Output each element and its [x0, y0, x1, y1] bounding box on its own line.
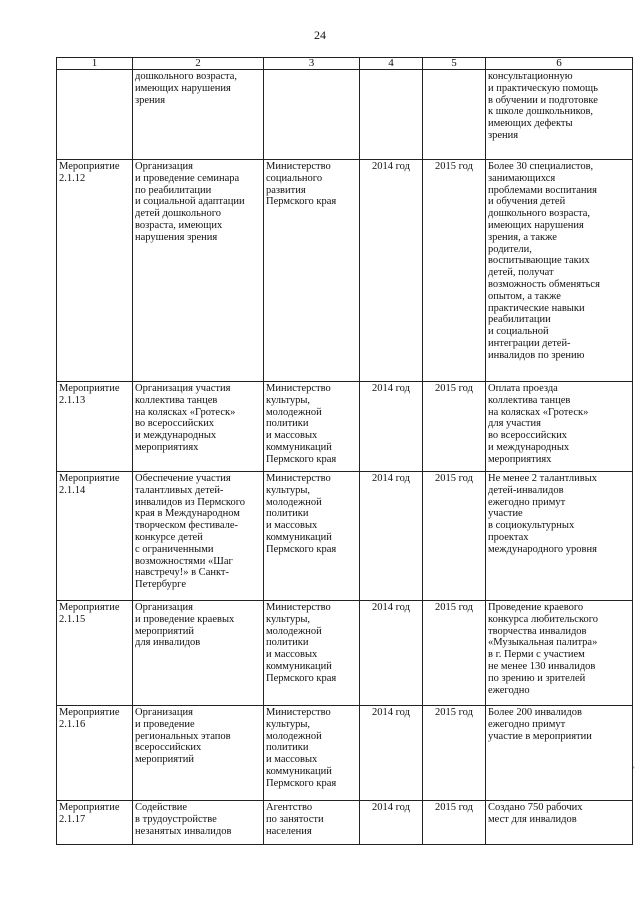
start-year: 2014 год	[360, 801, 423, 845]
responsible-body: Министерство социального развития Пермского края	[264, 160, 360, 382]
start-year: 2014 год	[360, 472, 423, 601]
measure-name: Обеспечение участия талантливых детей- инвалидов из Пермского края в Международном творческом фестивале- конкурсе детей с ограниченными возможностями «Шаг навстречу!» в Санкт- Петербурге	[133, 472, 264, 601]
measure-name: Организация и проведение региональных этапов всероссийских мероприятий	[133, 706, 264, 801]
measure-id: Мероприятие 2.1.15	[57, 601, 133, 706]
measure-name: Организация и проведение краевых мероприятий для инвалидов	[133, 601, 264, 706]
measure-id: Мероприятие 2.1.14	[57, 472, 133, 601]
responsible-body: Министерство культуры, молодежной политики и массовых коммуникаций Пермского края	[264, 601, 360, 706]
start-year: 2014 год	[360, 160, 423, 382]
expected-result: Создано 750 рабочих мест для инвалидов	[486, 801, 633, 845]
measure-name: Организация и проведение семинара по реабилитации и социальной адаптации детей дошкольного возраста, имеющих нарушения зрения	[133, 160, 264, 382]
table-row	[57, 706, 633, 801]
table-row	[57, 382, 633, 472]
end-year: 2015 год	[423, 601, 486, 706]
expected-result: Более 30 специалистов, занимающихся проблемами воспитания и обучения детей дошкольного возраста, имеющих нарушения зрения, а также родители, воспитывающие таких детей, получат возможность обменяться опытом, а также практические навыки реабилитации и социальной интеграции детей- инвалидов по зрению	[486, 160, 633, 382]
table-row	[57, 472, 633, 601]
page-number: 24	[314, 28, 326, 42]
measure-id	[57, 70, 133, 160]
start-year: 2014 год	[360, 706, 423, 801]
end-year: 2015 год	[423, 706, 486, 801]
column-number-5: 5	[423, 58, 486, 70]
table-row	[57, 801, 633, 845]
measure-id: Мероприятие 2.1.17	[57, 801, 133, 845]
column-number-1: 1	[57, 58, 133, 70]
measure-id: Мероприятие 2.1.13	[57, 382, 133, 472]
measure-name: Организация участия коллектива танцев на колясках «Гротеск» во всероссийских и международных мероприятиях	[133, 382, 264, 472]
start-year	[360, 70, 423, 160]
end-year	[423, 70, 486, 160]
expected-result: консультационную и практическую помощь в обучении и подготовке к школе дошкольников, имеющих дефекты зрения	[486, 70, 633, 160]
table-row	[57, 70, 633, 160]
measure-id: Мероприятие 2.1.16	[57, 706, 133, 801]
column-number-row	[57, 58, 633, 70]
expected-result: Более 200 инвалидов ежегодно примут участие в мероприятии	[486, 706, 633, 801]
measure-name: дошкольного возраста, имеющих нарушения зрения	[133, 70, 264, 160]
column-number-4: 4	[360, 58, 423, 70]
end-year: 2015 год	[423, 801, 486, 845]
column-number-3: 3	[264, 58, 360, 70]
margin-mark: '	[633, 765, 635, 775]
table-row	[57, 160, 633, 382]
expected-result: Проведение краевого конкурса любительского творчества инвалидов «Музыкальная палитра» в г. Перми с участием не менее 130 инвалидов по зрению и зрителей ежегодно	[486, 601, 633, 706]
responsible-body: Министерство культуры, молодежной политики и массовых коммуникаций Пермского края	[264, 472, 360, 601]
measure-name: Содействие в трудоустройстве незанятых инвалидов	[133, 801, 264, 845]
expected-result: Оплата проезда коллектива танцев на колясках «Гротеск» для участия во всероссийских и международных мероприятиях	[486, 382, 633, 472]
start-year: 2014 год	[360, 601, 423, 706]
end-year: 2015 год	[423, 382, 486, 472]
measure-id: Мероприятие 2.1.12	[57, 160, 133, 382]
responsible-body	[264, 70, 360, 160]
measures-table	[56, 57, 633, 845]
table-row	[57, 601, 633, 706]
start-year: 2014 год	[360, 382, 423, 472]
column-number-2: 2	[133, 58, 264, 70]
responsible-body: Министерство культуры, молодежной политики и массовых коммуникаций Пермского края	[264, 706, 360, 801]
end-year: 2015 год	[423, 472, 486, 601]
expected-result: Не менее 2 талантливых детей-инвалидов ежегодно примут участие в социокультурных проектах международного уровня	[486, 472, 633, 601]
responsible-body: Агентство по занятости населения	[264, 801, 360, 845]
responsible-body: Министерство культуры, молодежной политики и массовых коммуникаций Пермского края	[264, 382, 360, 472]
column-number-6: 6	[486, 58, 633, 70]
end-year: 2015 год	[423, 160, 486, 382]
